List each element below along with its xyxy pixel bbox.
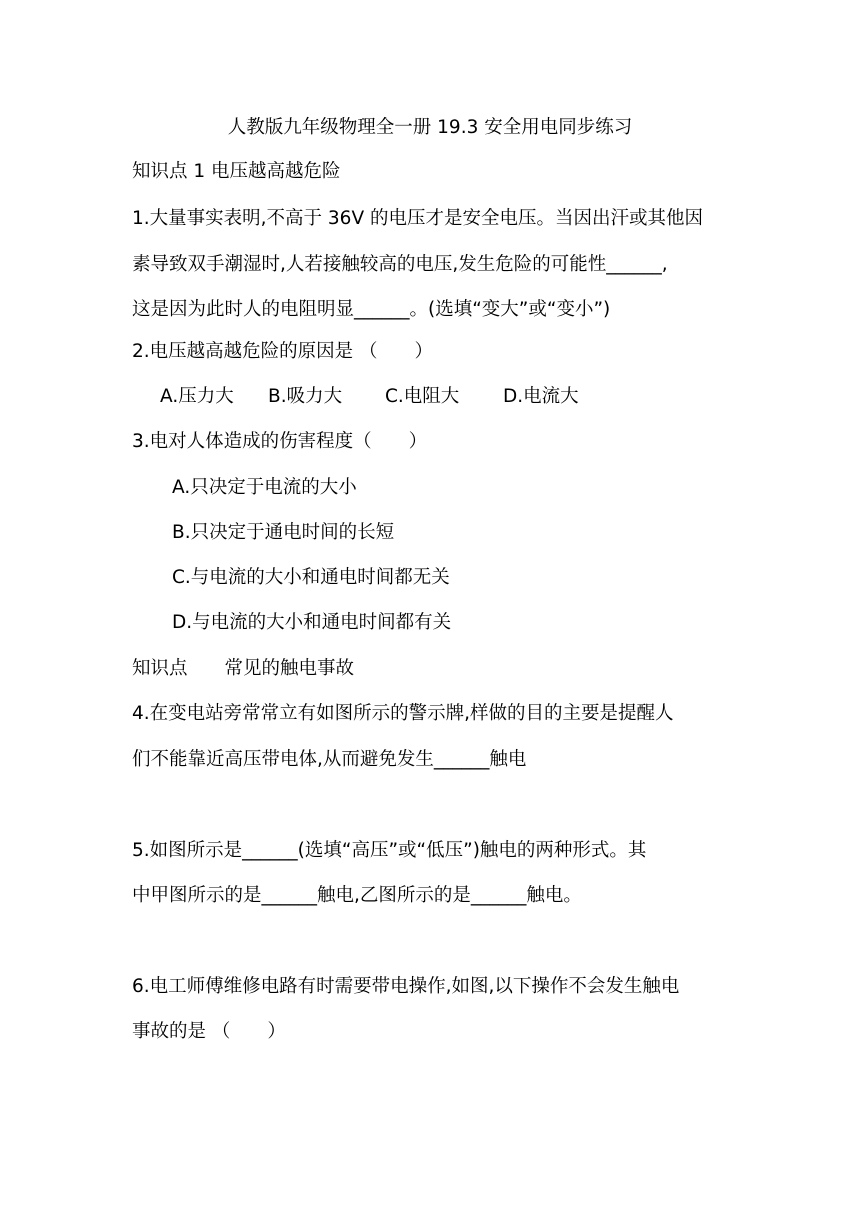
- question-3-stem: 3.电对人体造成的伤害程度（ ）: [132, 431, 428, 452]
- question-1-line-2: 素导致双手潮湿时,人若接触较高的电压,发生危险的可能性______,: [132, 254, 668, 275]
- question-6-line-1: 6.电工师傅维修电路有时需要带电操作,如图,以下操作不会发生触电: [132, 976, 680, 997]
- section-heading-1: 知识点 1 电压越高越危险: [132, 161, 341, 182]
- question-2-option-a: A.压力大: [160, 386, 234, 407]
- question-2-option-c: C.电阻大: [385, 386, 460, 407]
- question-1-line-3: 这是因为此时人的电阻明显______。(选填“变大”或“变小”): [132, 299, 611, 320]
- question-4-line-2: 们不能靠近高压带电体,从而避免发生______触电: [132, 749, 527, 770]
- question-5-line-1: 5.如图所示是______(选填“高压”或“低压”)触电的两种形式。其: [132, 840, 647, 861]
- question-3-option-c: C.与电流的大小和通电时间都无关: [172, 567, 450, 588]
- question-2-option-b: B.吸力大: [268, 386, 343, 407]
- question-3-option-a: A.只决定于电流的大小: [172, 477, 357, 498]
- section-heading-2: 知识点 常见的触电事故: [132, 658, 355, 679]
- question-2-option-d: D.电流大: [503, 386, 579, 407]
- question-6-line-2: 事故的是 （ ）: [132, 1021, 286, 1042]
- question-2-stem: 2.电压越高越危险的原因是 （ ）: [132, 341, 434, 362]
- question-5-line-2: 中甲图所示的是______触电,乙图所示的是______触电。: [132, 885, 582, 906]
- question-1-line-1: 1.大量事实表明,不高于 36V 的电压才是安全电压。当因出汗或其他因: [132, 208, 703, 229]
- question-3-option-b: B.只决定于通电时间的长短: [172, 522, 395, 543]
- question-3-option-d: D.与电流的大小和通电时间都有关: [172, 612, 452, 633]
- question-4-line-1: 4.在变电站旁常常立有如图所示的警示牌,样做的目的主要是提醒人: [132, 703, 674, 724]
- document-title: 人教版九年级物理全一册 19.3 安全用电同步练习: [227, 117, 633, 138]
